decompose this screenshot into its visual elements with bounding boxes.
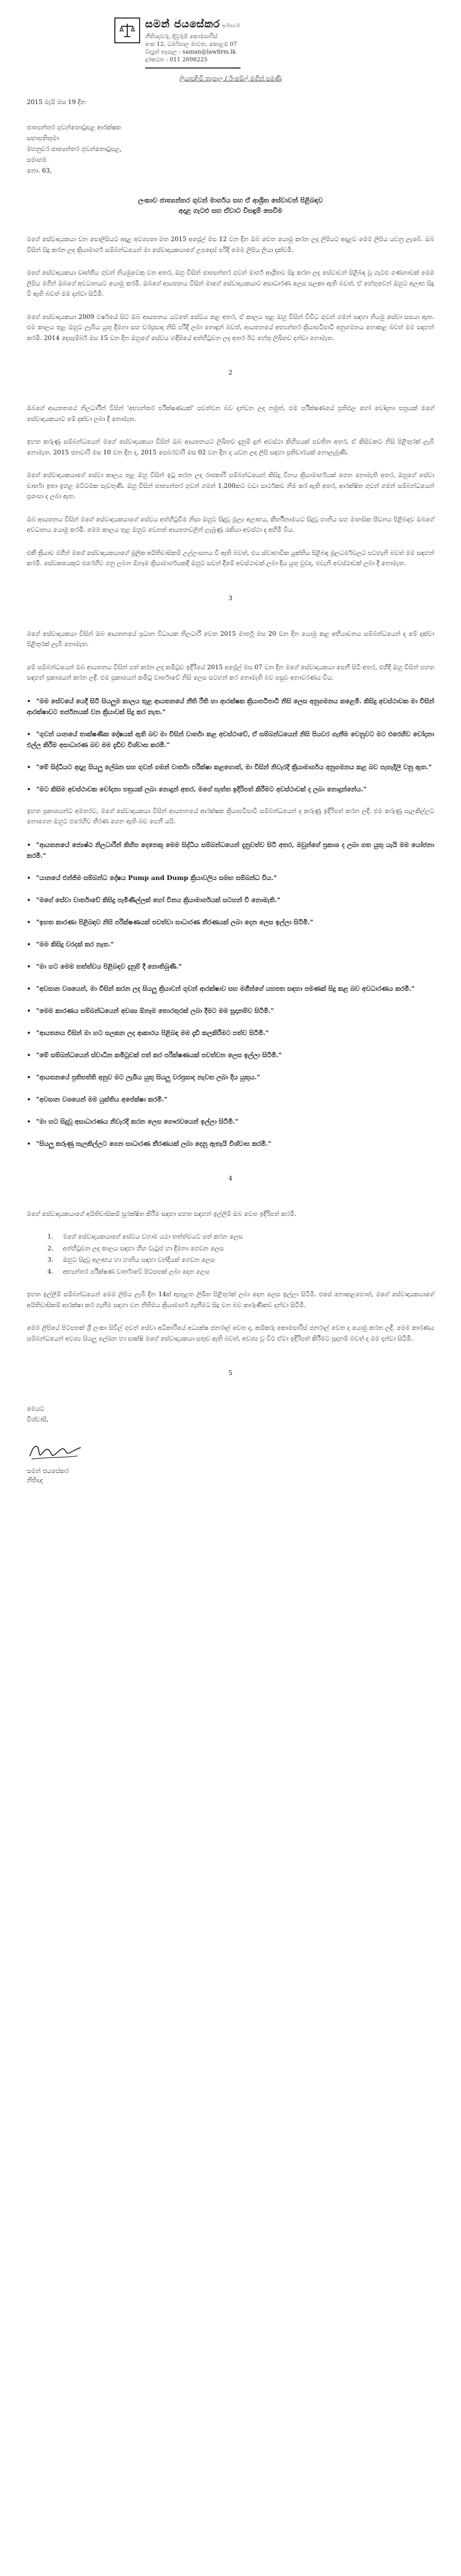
- paragraph-14: මෙම ලිපියේ පිටපතක් ශ්‍රී ලංකා සිවිල් ගුවන් සේවා අධිකාරියේ අධ්‍යක්ෂ ජනරාල් වෙත ද, කම්කරු කොමසාරිස් ජනරාල් වෙත ද යොමු කරන ලදී. මෙම කාරණය සම්බන්ධයෙන් අවශ්‍ය සියලු ලේඛන හා සාක්ෂි මගේ සේවාදායකයා සතුව ඇති බවත්, අවශ්‍ය වූ විට ඒවා ඉදිරිපත් කිරීමට සූදානම් බවත් ද මම දන්වා සිටිමි.: [27, 1324, 434, 1342]
- firm-logo: [114, 18, 140, 43]
- quoted-statement: [27, 1138, 434, 1149]
- title-line-1: ලංකාව ජාත්‍යන්තර ගුවන් මාර්ගය සහ ඒ ආශ්‍රිත සේවාවන් පිළිබඳව: [138, 197, 323, 205]
- recipient-line-2: සභාපතිතුමා: [27, 134, 59, 142]
- quoted-statement-text: "මම සේවයේ යෙදී සිටි සියලුම කාලය තුළ ආයතනයේ නීති රීති හා ආරක්ෂක ක්‍රියාපටිපාටි නිසි ලෙස අනුගමනය කළෙමි. කිසිදු අවස්ථාවක මා විසින් ආරක්ෂාවට තර්ජනයක් වන ක්‍රියාවක් සිදු කර නැත.": [27, 697, 434, 716]
- firm-name: [145, 18, 241, 32]
- page-number: 2: [228, 369, 233, 376]
- letterhead-line-3: විද්‍යුත් තැපෑල : saman@lawfirm.lk: [145, 48, 236, 55]
- list-item-number: 2.: [47, 1244, 54, 1252]
- quoted-statement-text: "යානයේ එන්ජිම සම්බන්ධ දෝෂය Pump and Dump ක්‍රියාවලිය සමඟ සම්බන්ධ විය.": [36, 873, 277, 882]
- signer-name: සමන් ජයසේකර: [27, 1467, 69, 1475]
- list-item-number: 3.: [47, 1256, 54, 1263]
- paragraph-8: එකී ක්‍රියාව මගින් මගේ සේවාදායකයාගේ මූලික අයිතිවාසිකම් උල්ලංඝනය වී ඇති බවත්, එය ස්වාභාවික යුක්තිය පිළිබඳ මූලධර්මවලට පටහැනි බවත් මම සඳහන් කරමි. සේවකයෙකුට එරෙහිව ගනු ලබන ඕනෑම ක්‍රියාමාර්ගයකදී ඔහුට සවන් දීමේ අවස්ථාවක් ලබා දිය යුතු වුවද, එවැනි අවස්ථාවක් ලබා දී නොමැත.: [27, 549, 434, 567]
- quoted-statement-text: "අවසාන වශයෙන් මම යුක්තිය අපේක්ෂා කරමි.": [36, 1095, 167, 1103]
- quoted-statement-text: "ආයතනය විසින් මා හට සලකන ලද ආකාරය පිළිබඳ මම දැඩි කලකිරීමට පත්ව සිටිමි.": [36, 1028, 269, 1037]
- quoted-statement-text: "මේ සිද්ධියට අදාළ සියලු ලේඛන සහ ගුවන් ගමන් වාර්තා පරීක්ෂා කළහොත්, මා විසින් නිවැරදි ක්‍රියාමාර්ගය අනුගමනය කළ බව පැහැදිලි වනු ඇත.": [36, 762, 432, 771]
- list-item: [47, 1266, 434, 1277]
- letterhead-divider: [145, 67, 241, 69]
- paragraph-10: මේ සම්බන්ධයෙන් ඔබ ආයතනය විසින් පත් කරන ලද කමිටුව ඉදිරියේ 2015 අප්‍රේල් මස 07 වන දින මගේ සේවාදායකයා පෙනී සිටි අතර, එහිදී ඔහු විසින් පහත සඳහන් ප්‍රකාශයන් කරන ලදී. එම ප්‍රකාශයන් කමිටු වාර්තාවේ නිසි ලෙස සටහන් කර නොමැති බව පසුව අනාවරණය විය.: [27, 663, 434, 681]
- letterhead-line-4: දුරකථන : 011 2698225: [145, 56, 208, 63]
- quoted-statement: [27, 961, 434, 972]
- letterhead-text: [145, 18, 241, 69]
- letterhead-line-2: අංක 12, ධර්මපාල මාවත, කොළඹ 07: [145, 41, 237, 47]
- signer-title: නීතිඥ: [27, 1477, 43, 1484]
- bullet-marker: •: [27, 873, 31, 882]
- signature-area: [27, 1439, 434, 1485]
- bullet-marker: •: [27, 1139, 31, 1147]
- list-item-text: ඔහුට සිදුවූ අලාභය හා හානිය සඳහා වන්දියක් ගෙවන ලෙස: [63, 1256, 215, 1263]
- quoted-statement: [27, 894, 434, 905]
- signer-block: [27, 1466, 434, 1485]
- bullet-marker: •: [27, 762, 31, 771]
- page-number: 4: [228, 1174, 233, 1182]
- quoted-statement-text: "ආයතනයේ ජ්‍යෙෂ්ඨ නිලධාරීන් කිහිප දෙනෙකු මෙම සිද්ධිය සම්බන්ධයෙන් දැනුවත්ව සිටි අතර, ඔවුන්ගේ ප්‍රකාශ ද ලබා ගත යුතු යැයි මම යෝජනා කරමි.": [27, 840, 434, 859]
- paragraph-13: ඉහත ඉල්ලීම් සම්බන්ධයෙන් මෙම ලිපිය ලැබී දින 14ක් ඇතුළත ලිඛිත පිළිතුරක් ලබා දෙන ලෙස ඉල්ලා සිටිමි. එසේ නොකළහොත්, මගේ සේවාදායකයාගේ අයිතිවාසිකම් ආරක්ෂා කර ගැනීම සඳහා වන නීතිමය ක්‍රියාමාර්ග ගැනීමට සිදු වන බව කාරුණිකව දන්වා සිටිමි.: [27, 1291, 434, 1309]
- bullet-marker: •: [27, 895, 31, 904]
- bullet-marker: •: [27, 1073, 31, 1081]
- bullet-marker: •: [27, 730, 31, 738]
- quoted-statement: [27, 1116, 434, 1127]
- delivery-method-heading: ලියාපදිංචි තැපෑල / ඊ-මේල් මගින් පමණි: [179, 75, 282, 82]
- list-item: [47, 1243, 434, 1254]
- quoted-statement: [27, 1094, 434, 1105]
- list-item-text: මගේ සේවාදායකයාගේ සේවය වහාම යථා තත්ත්වයට පත් කරන ලෙස: [63, 1233, 243, 1240]
- bullet-marker: •: [27, 940, 31, 948]
- list-item: [47, 1255, 434, 1265]
- letterhead: [114, 18, 403, 69]
- quoted-statement-text: "සියලු කරුණු සැලකිල්ලට ගෙන සාධාරණ තීරණයක් ලබා දෙනු ඇතැයි විශ්වාස කරමි.": [36, 1139, 271, 1147]
- quoted-statement-text: "අවසාන වශයෙන්, මා විසින් කරන ලද සියලු ක්‍රියාවන් ගුවන් ආරක්ෂාව සහ මගීන්ගේ යහපත සඳහා පමණක් සිදු කළ බව අවධාරණය කරමි.": [36, 984, 415, 992]
- quoted-statement-text: "මා හට සිදුවූ අසාධාරණය නිවැරදි කරන ලෙස ගෞරවයෙන් ඉල්ලා සිටිමි.": [36, 1117, 238, 1125]
- recipient-line-1: ජාත්‍යන්තර ගුවන්තොටුපළ ආරක්ෂක: [27, 124, 121, 131]
- list-item-text: අත්හිටුවන ලද කාලය සඳහා හිඟ වැටුප් හා දීමනා ගෙවන ලෙස: [63, 1244, 224, 1252]
- quoted-statement: [27, 939, 434, 950]
- quoted-statement: [27, 761, 434, 772]
- letter-title: [27, 196, 434, 216]
- bullet-marker: •: [27, 1095, 31, 1103]
- quoted-statement-text: "ගුවන් යානයේ තාක්ෂණික දෝෂයක් ඇති බව මා විසින් වාර්තා කළ අවස්ථාවේ, ඒ සම්බන්ධයෙන් නිසි පියවර ගැනීම වෙනුවට මට එරෙහිව චෝදනා එල්ල කිරීම අසාධාරණ බව මම දැඩිව විශ්වාස කරමි.": [27, 730, 434, 749]
- paragraph-2: මගේ සේවාදායකයා වෘත්තීය ගුවන් නියමුවෙකු වන අතර, ඔහු විසින් ජාත්‍යන්තර ගුවන් මාර්ග ආශ්‍රිතව සිදු කරන ලද සේවාවන් පිළිබඳ වූ ගැටළු ගණනාවක් මෙම ලිපිය මගින් ඔබගේ අවධානයට යොමු කරමි. ඔබගේ ආයතනය විසින් මාගේ සේවාදායකයාට අසාධාරණ ලෙස සලකා ඇති බවත්, ඒ හේතුවෙන් ඔහුට අලාභ සිදු වී ඇති බවත් මම දන්වා සිටිමි.: [27, 269, 434, 297]
- recipient-line-3: මහනුවර ජාත්‍යන්තර ගුවන්තොටුපළ,: [27, 145, 122, 152]
- quoted-statement: [27, 696, 434, 717]
- bullet-marker: •: [27, 785, 31, 793]
- letter-date: 2015 මැයි මස 19 දින: [27, 98, 86, 106]
- quoted-statement: [27, 1005, 434, 1016]
- list-item: [47, 1231, 434, 1242]
- paragraph-4: ඔබගේ ආයතනයේ නිලධාරීන් විසින් 'අභ්‍යන්තර පරීක්ෂණයක්' පවත්වන බව දන්වන ලද නමුත්, එම පරීක්ෂණයේ ප්‍රතිඵල හෝ චෝදනා පත්‍රයක් මගේ සේවාදායකයාට මේ දක්වා ලබා දී නොමැත.: [27, 404, 434, 422]
- quoted-statement-text: "මට කිසිම අවස්ථාවක චෝදනා පත්‍රයක් ලබා නොදුන් අතර, මගේ පැත්ත ඉදිරිපත් කිරීමට අවස්ථාවක් ද ලබා නොදුන්නේය.": [36, 785, 367, 793]
- quoted-statement-text: "මෙම කාරණය සම්බන්ධයෙන් අවශ්‍ය ඕනෑම තොරතුරක් ලබා දීමට මම සූදානම්ව සිටිමි.": [36, 1006, 274, 1014]
- closing-block: [27, 1403, 434, 1425]
- handwritten-signature: [27, 1439, 83, 1463]
- bullet-marker: •: [27, 984, 31, 992]
- bullet-marker: •: [27, 1028, 31, 1037]
- closing-line-1: මෙයට: [27, 1405, 45, 1412]
- quoted-statement: [27, 1049, 434, 1060]
- quoted-statement: [27, 839, 434, 861]
- quoted-statement-text: "ආයතනයේ ප්‍රතිපත්ති අනුව මට ලැබිය යුතු සියලු වරප්‍රසාද නැවත ලබා දිය යුතුය.": [36, 1073, 261, 1081]
- quoted-statement: [27, 917, 434, 927]
- firm-name-text: සමන් ජයසේකර: [145, 18, 220, 30]
- bullet-marker: •: [27, 697, 31, 705]
- paragraph-7: ඔබ ආයතනය විසින් මගේ සේවාදායකයාගේ සේවය අත්හිටුවීම නිසා ඔහුට සිදුවූ මූල්‍ය අලාභය, කීර්තිනාමයට සිදුවූ හානිය සහ මානසික පීඩනය පිළිබඳව ඔබගේ අවධානය යොමු කරමි. මෙම කාලය තුළ ඔහුට වෙනත් ආයතනවලින් ලැබුණු රැකියා අවස්ථා ද අහිමි විය.: [27, 515, 434, 533]
- quoted-statement: [27, 784, 434, 794]
- quoted-statement: [27, 872, 434, 883]
- quoted-statement-text: "ඉහත කාරණා පිළිබඳව නිසි පරීක්ෂණයක් පවත්වා සාධාරණ තීරණයක් ලබා දෙන ලෙස ඉල්ලා සිටිමි.": [36, 918, 314, 926]
- closing-line-2: විශ්වාසී,: [27, 1416, 49, 1423]
- quoted-statement: [27, 983, 434, 994]
- paragraph-6: මගේ සේවාදායකයාගේ සේවා කාලය තුළ ඔහු විසින් ඉටු කරන ලද රාජකාරි සම්බන්ධයෙන් කිසිදු විනය ක්‍රියාමාර්ගයක් ගෙන නොමැති අතර, ඔහුගේ සේවා වාර්තා ඉතා ඉහළ මට්ටමක පැවතුණි. ඔහු විසින් ජාත්‍යන්තර ගුවන් ගමන් 1,200කට වඩා සාර්ථකව නිම කර ඇති අතර, ආරක්ෂිත ගුවන් ගමන් සම්බන්ධයෙන් ප්‍රශංසා ද ලබා ඇත.: [27, 471, 434, 500]
- firm-name-suffix: සමාගම: [222, 23, 241, 29]
- list-item-number: 1.: [47, 1233, 54, 1240]
- requests-list: [47, 1231, 434, 1277]
- quoted-statement: [27, 1027, 434, 1038]
- quoted-statement: [27, 1072, 434, 1082]
- quoted-statement-text: "මගේ සේවා වාර්තාවේ කිසිදු පැමිණිල්ලක් හෝ විනය ක්‍රියාමාර්ගයක් සටහන් වී නොමැති.": [36, 895, 281, 904]
- list-item-text: අභ්‍යන්තර පරීක්ෂණ වාර්තාවේ පිටපතක් ලබා දෙන ලෙස: [63, 1267, 210, 1275]
- recipient-line-4: සමාගම: [27, 156, 47, 163]
- quoted-statement: [27, 728, 434, 750]
- bullet-marker: •: [27, 1117, 31, 1125]
- bullet-marker: •: [27, 962, 31, 970]
- bullet-marker: •: [27, 1006, 31, 1014]
- recipient-address: [27, 122, 434, 176]
- paragraph-3: මගේ සේවාදායකයා 2009 වර්ෂයේ සිට ඔබ ආයතනය යටතේ සේවය කළ අතර, ඒ කාලය තුළ ඔහු විසින් විවිධ ගුවන් ගමන් සඳහා නියමු සේවා සපයා ඇත. එම කාලය තුළ ඔහුට ලැබිය යුතු දීමනා සහ වරප්‍රසාද නිසි පරිදි ලබා නොදුන් බවත්, ආයතනයේ අභ්‍යන්තර ක්‍රියාපටිපාටි අනුගමනය නොකළ බවත් මම සඳහන් කරමි. 2014 දෙසැම්බර් මස 15 වන දින ඔහුගේ සේවය හදිසියේ අත්හිටුවන ලද අතර ඊට හේතු ලිඛිතව දන්වා නොමැත.: [27, 313, 434, 342]
- recipient-line-5: නො. 63,: [27, 167, 52, 174]
- quoted-statement-text: "මම කිසිදු වරදක් කර නැත.": [36, 940, 114, 948]
- bullet-marker: •: [27, 1050, 31, 1059]
- list-item-number: 4.: [47, 1267, 54, 1275]
- paragraph-11: ඉහත ප්‍රකාශයන්ට අමතරව, මගේ සේවාදායකයා විසින් ආයතනයේ ආරක්ෂක ක්‍රියාපටිපාටි සම්බන්ධයෙන් ද කරුණු ඉදිරිපත් කරන ලදී. එම කරුණු සැලකිල්ලට නොගෙන ඔහුට එරෙහිව තීරණ ගෙන ඇති බව පෙනී යයි.: [27, 807, 434, 825]
- quoted-statement-text: "මා හට මෙම තත්ත්වය පිළිබඳව දැනුම් දී නොතිබුණි.": [36, 962, 182, 970]
- page-number: 3: [228, 594, 233, 602]
- letterhead-line-1: නීතිඥවරු, දිවුරුම් කොමසාරිස්: [145, 33, 218, 40]
- paragraph-9: මගේ සේවාදායකයා විසින් ඔබ ආයතනයේ ප්‍රධාන විධායක නිලධාරී වෙත 2015 මාර්තු මස 20 වන දින යොමු කළ අභියාචනය සම්බන්ධයෙන් ද මේ දක්වා පිළිතුරක් ලැබී නොමැත.: [27, 630, 434, 648]
- page-number: 5: [228, 1369, 233, 1377]
- bullet-marker: •: [27, 918, 31, 926]
- paragraph-12: මගේ සේවාදායකයාගේ අයිතිවාසිකම් සුරක්ෂිත කිරීම සඳහා පහත සඳහන් ඉල්ලීම් ඔබ වෙත ඉදිරිපත් කරමි.: [27, 1210, 297, 1217]
- bullet-marker: •: [27, 840, 31, 849]
- paragraph-1: මගේ සේවාදායකයා වන පොලිසියට අදාළ අවශ්‍යතා මත 2015 අප්‍රේල් මස 12 වන දින ඔබ වෙත යොමු කරන ලද ලිපියට අදාළව මෙම ලිපිය යවනු ලැබේ. ඔබ විසින් සිදු කරන ලද ක්‍රියාමාර්ග සම්බන්ධයෙන් මා සේවාදායකයාගේ උපදෙස් පරිදි මෙම ලිපිය ලියා දක්වමි.: [27, 235, 434, 253]
- title-line-2: අදාළ ගැටළු සහ ඒවාට විසඳුම් සෙවීම: [178, 207, 283, 215]
- paragraph-5: ඉහත කරුණු සම්බන්ධයෙන් මගේ සේවාදායකයා විසින් ඔබ ආයතනයට ලිඛිතව දැනුම් දුන් අවස්ථා කිහිපයක් පවතින අතර, ඒ කිසිවකට නිසි පිළිතුරක් ලැබී නොමැත. 2015 ජනවාරි මස 10 වන දින ද, 2015 පෙබරවාරි මස 02 වන දින ද යවන ලද ලිපි සඳහා ප්‍රතිචාරයක් නොලැබුණි.: [27, 438, 434, 456]
- quoted-statement-text: "මේ සම්බන්ධයෙන් ස්වාධීන කමිටුවක් පත් කර පරීක්ෂණයක් පවත්වන ලෙස ඉල්ලා සිටිමි.": [36, 1050, 282, 1059]
- scales-of-justice-icon: [118, 22, 136, 39]
